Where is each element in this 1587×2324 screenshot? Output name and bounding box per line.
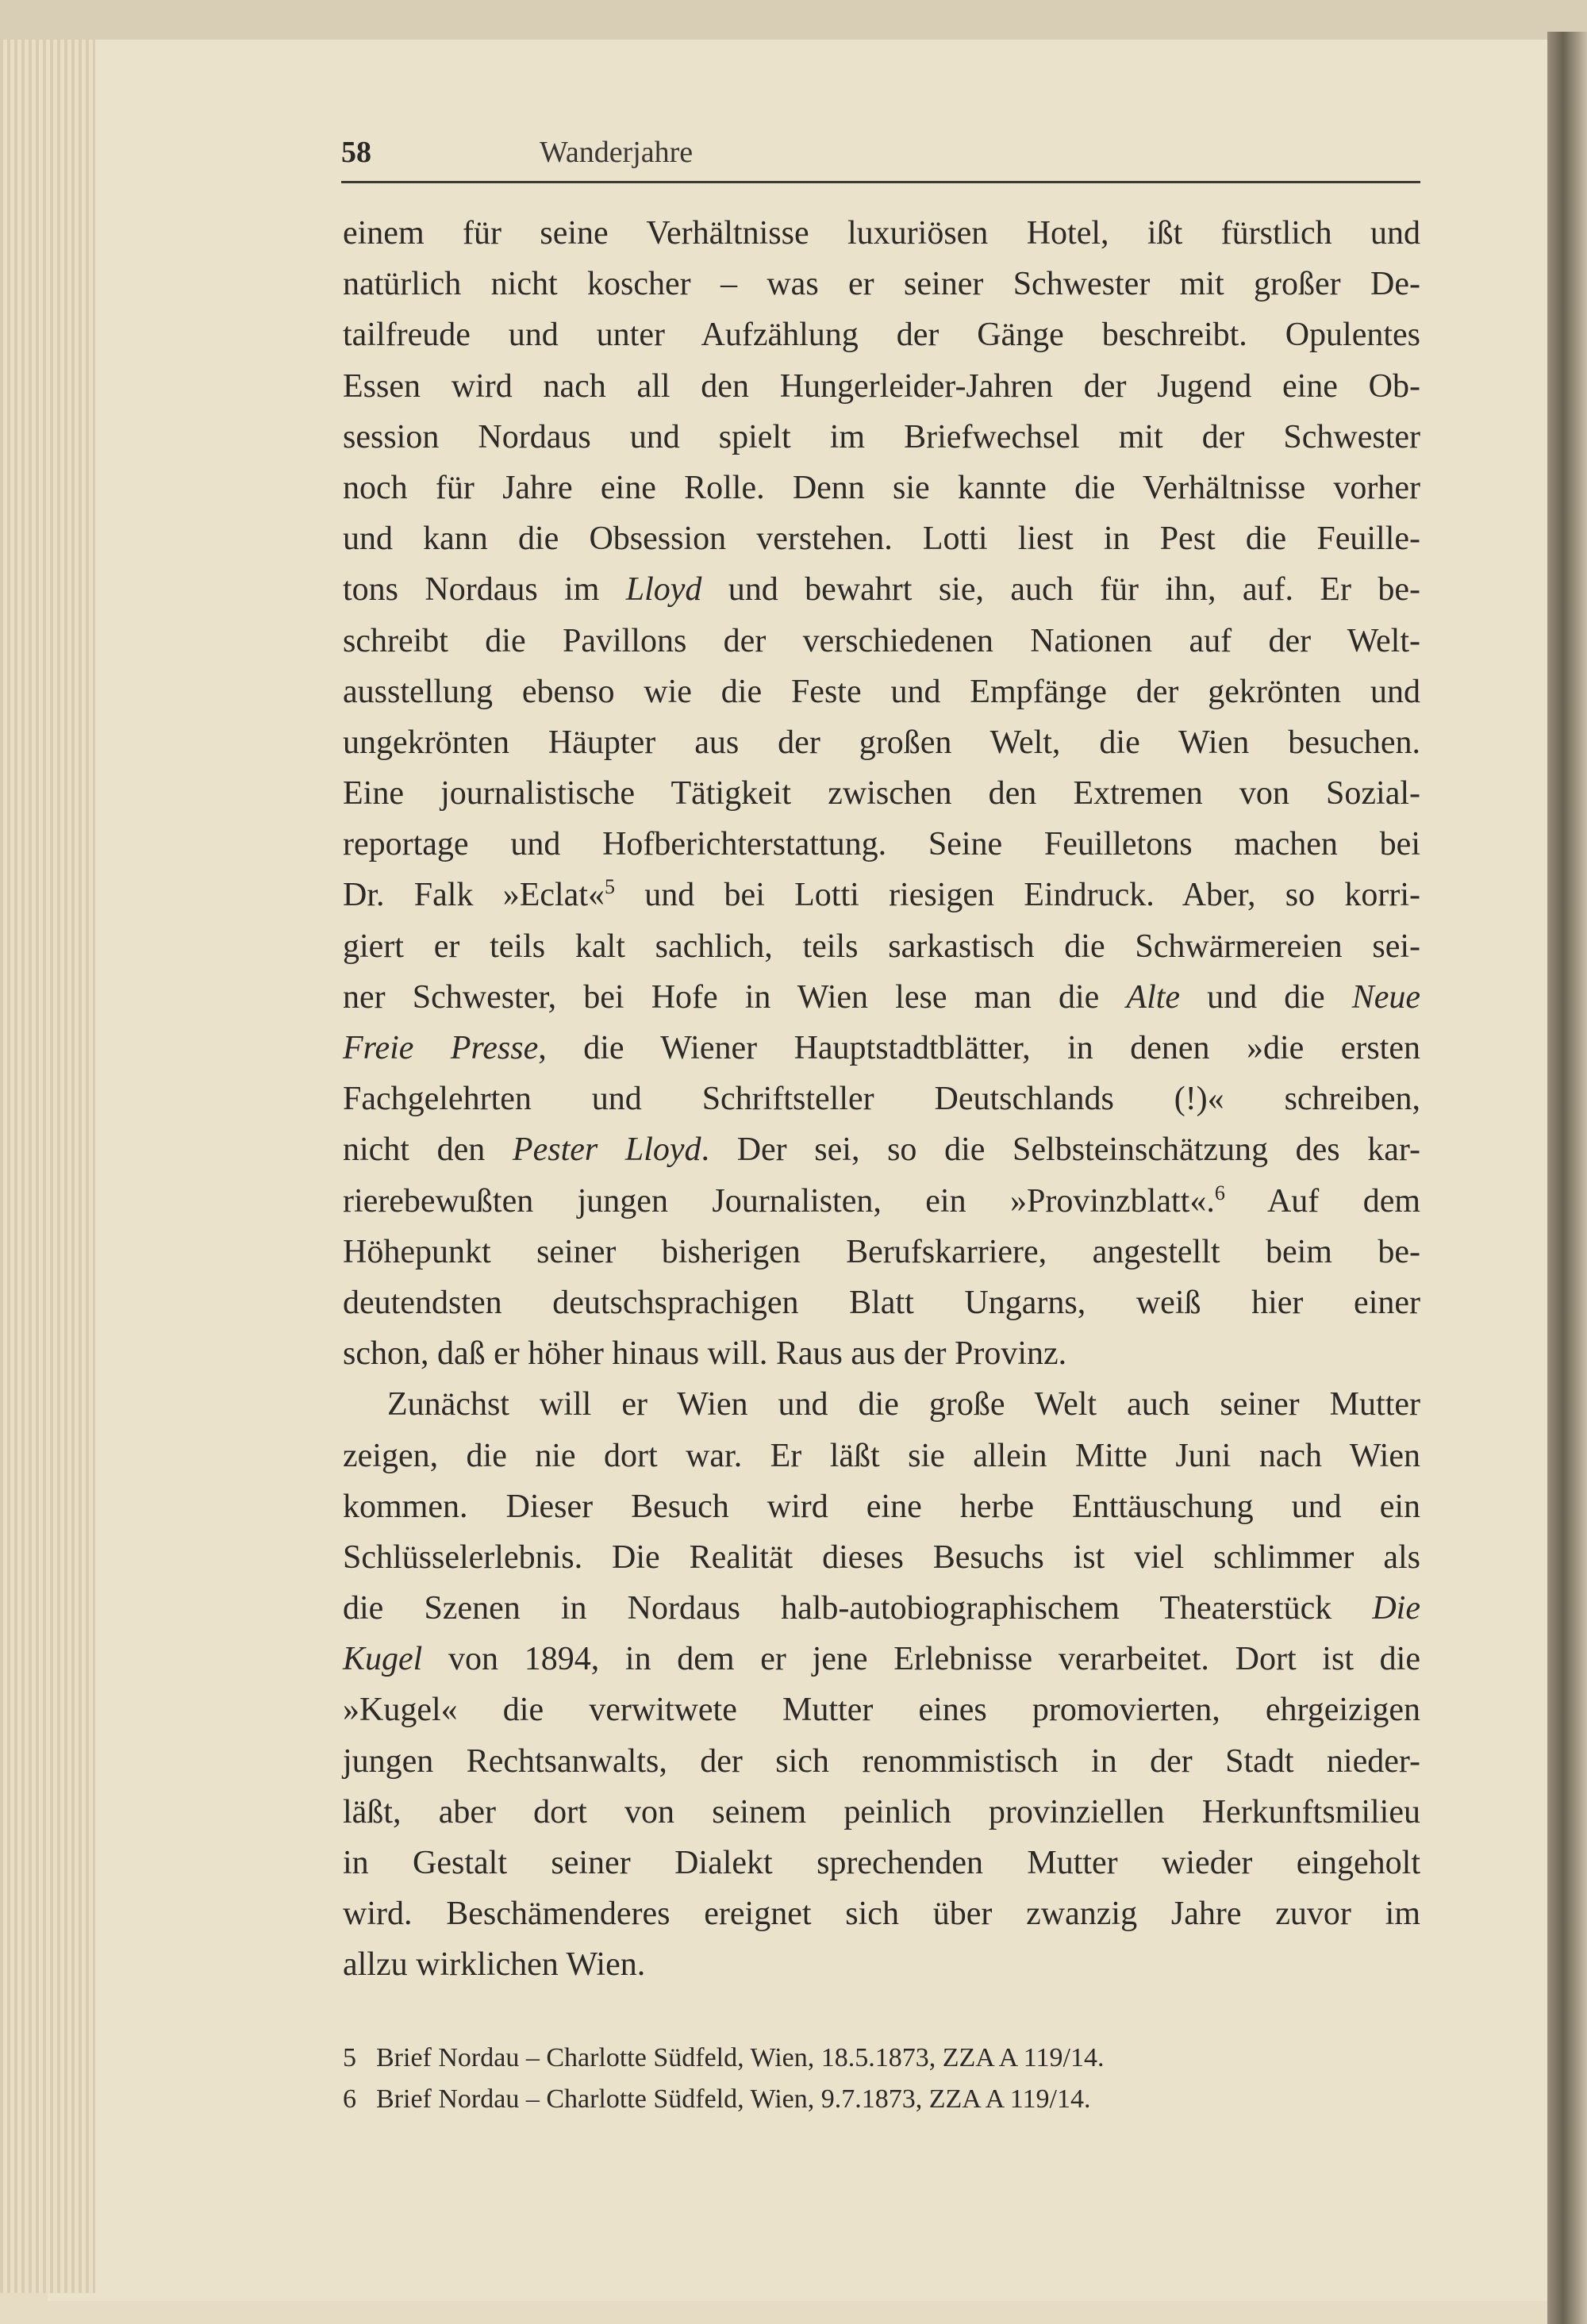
- text-line: [343, 1328, 1420, 1379]
- footnote-text: Brief Nordau – Charlotte Südfeld, Wien, 18.5.1873, ZZA A 119/14.: [376, 2043, 1105, 2072]
- text-line: [343, 1074, 1420, 1124]
- text-run: »Kugel« die verwitwete Mutter eines promovierten, ehrgeizigen: [343, 1692, 1420, 1729]
- text-run: rierebewußten jungen Journalisten, ein »Provinzblatt«.: [343, 1182, 1215, 1220]
- footnote: [343, 2079, 1422, 2120]
- text-run: zeigen, die nie dort war. Er läßt sie allein Mitte Juni nach Wien: [343, 1437, 1420, 1474]
- text-run: und kann die Obsession verstehen. Lotti liest in Pest die Feuille-: [343, 520, 1420, 558]
- text-run: schreibt die Pavillons der verschiedenen Nationen auf der Welt-: [343, 622, 1420, 659]
- text-run: noch für Jahre eine Rolle. Denn sie kannte die Verhältnisse vorher: [343, 469, 1420, 506]
- text-line: [343, 1888, 1420, 1939]
- text-run: tons Nordaus im: [343, 571, 626, 609]
- text-run: und bei Lotti riesigen Eindruck. Aber, so korri-: [615, 877, 1420, 914]
- text-run: ausstellung ebenso wie die Feste und Empfänge der gekrönten und: [343, 673, 1420, 710]
- text-line: [343, 361, 1420, 412]
- text-run: ungekrönten Häupter aus der großen Welt, die Wien besuchen.: [343, 724, 1420, 761]
- text-line: [343, 463, 1420, 513]
- book-spine-edge: [1547, 32, 1587, 2324]
- text-run: nicht den: [343, 1131, 513, 1169]
- text-run: Dr. Falk »Eclat«: [343, 877, 605, 914]
- text-run: ner Schwester, bei Hofe in Wien lese man die: [343, 978, 1127, 1016]
- text-line: [343, 1176, 1420, 1227]
- text-line: [343, 972, 1420, 1023]
- text-line: [343, 309, 1420, 360]
- text-line: [343, 1481, 1420, 1532]
- text-line: [343, 666, 1420, 717]
- text-line: [343, 1787, 1420, 1838]
- header-rule: [341, 181, 1420, 183]
- italic-text: Alte: [1126, 978, 1181, 1016]
- page-stack-edge: [0, 40, 95, 2293]
- text-line: [343, 1277, 1420, 1328]
- text-run: Auf dem: [1224, 1182, 1420, 1220]
- text-run: Eine journalistische Tätigkeit zwischen den Extremen von Sozial-: [343, 775, 1420, 812]
- text-run: und die: [1180, 978, 1352, 1016]
- text-line: [343, 259, 1420, 309]
- text-run: Höhepunkt seiner bisherigen Berufskarriere, angestellt beim be-: [343, 1233, 1420, 1270]
- text-run: wird. Beschämenderes ereignet sich über zwanzig Jahre zuvor im: [343, 1896, 1420, 1933]
- text-line: [343, 1532, 1420, 1583]
- text-line: [343, 1227, 1420, 1277]
- scan-top-edge: [0, 0, 1587, 40]
- text-run: session Nordaus und spielt im Briefwechsel mit der Schwester: [343, 418, 1420, 455]
- italic-text: Pester Lloyd: [512, 1131, 701, 1169]
- running-title: Wanderjahre: [540, 136, 694, 169]
- text-line: [343, 768, 1420, 819]
- text-run: Essen wird nach all den Hungerleider-Jahren der Jugend eine Ob-: [343, 367, 1420, 405]
- text-run: reportage und Hofberichterstattung. Seine Feuilletons machen bei: [343, 826, 1420, 863]
- text-line: [343, 1634, 1420, 1684]
- text-run: deutendsten deutschsprachigen Blatt Ungarns, weiß hier einer: [343, 1284, 1420, 1321]
- text-run: jungen Rechtsanwalts, der sich renommistisch in der Stadt nieder-: [343, 1742, 1420, 1780]
- text-run: und bewahrt sie, auch für ihn, auf. Er be-: [701, 571, 1421, 609]
- text-run: von 1894, in dem er jene Erlebnisse verarbeitet. Dort ist die: [422, 1641, 1420, 1678]
- text-line: [343, 1023, 1420, 1074]
- text-line: [343, 1124, 1420, 1175]
- footnote-text: Brief Nordau – Charlotte Südfeld, Wien, 9.7.1873, ZZA A 119/14.: [376, 2084, 1091, 2114]
- page-header: [341, 135, 1420, 175]
- text-run: natürlich nicht koscher – was er seiner Schwester mit großer De-: [343, 266, 1420, 303]
- text-line: [343, 1838, 1420, 1888]
- footnote: [343, 2038, 1422, 2079]
- text-run: tailfreude und unter Aufzählung der Gänge beschreibt. Opulentes: [343, 317, 1420, 354]
- text-run: die Szenen in Nordaus halb-autobiographischem Theaterstück: [343, 1590, 1373, 1627]
- text-line: [343, 1736, 1420, 1787]
- text-line: [343, 819, 1420, 870]
- text-line: [343, 870, 1420, 920]
- text-run: läßt, aber dort von seinem peinlich provinziellen Herkunftsmilieu: [343, 1793, 1420, 1830]
- text-line: [343, 1431, 1420, 1481]
- text-run: Fachgelehrten und Schriftsteller Deutschlands (!)« schreiben,: [343, 1081, 1420, 1118]
- text-line: [343, 1379, 1420, 1430]
- body-text: [343, 208, 1420, 1991]
- text-line: [343, 412, 1420, 463]
- text-run: schon, daß er höher hinaus will. Raus aus der Provinz.: [343, 1335, 1067, 1373]
- text-line: [343, 717, 1420, 768]
- text-run: einem für seine Verhältnisse luxuriösen Hotel, ißt fürstlich und: [343, 215, 1420, 252]
- italic-text: Die: [1372, 1590, 1420, 1627]
- text-line: [343, 564, 1420, 615]
- footnote-number: 6: [343, 2084, 356, 2114]
- italic-text: Lloyd: [625, 571, 702, 609]
- text-run: . Der sei, so die Selbsteinschätzung des kar-: [701, 1131, 1421, 1169]
- text-line: [343, 1684, 1420, 1735]
- italic-text: Freie Presse: [343, 1030, 539, 1066]
- text-run: allzu wirklichen Wien.: [343, 1946, 646, 1984]
- footnote-reference: 6: [1214, 1181, 1225, 1204]
- text-line: [343, 616, 1420, 666]
- text-run: kommen. Dieser Besuch wird eine herbe Enttäuschung und ein: [343, 1488, 1420, 1525]
- text-run: giert er teils kalt sachlich, teils sarkastisch die Schwärmereien sei-: [343, 928, 1420, 965]
- footnote-number: 5: [343, 2043, 356, 2072]
- text-run: Schlüsselerlebnis. Die Realität dieses Besuchs ist viel schlimmer als: [343, 1538, 1420, 1576]
- text-line: [343, 1583, 1420, 1634]
- text-run: Zunächst will er Wien und die große Welt auch seiner Mutter: [387, 1386, 1420, 1423]
- text-run: , die Wiener Hauptstadtblätter, in denen »die ersten: [538, 1030, 1420, 1066]
- text-line: [343, 513, 1420, 564]
- text-run: in Gestalt seiner Dialekt sprechenden Mutter wieder eingeholt: [343, 1845, 1420, 1881]
- text-line: [343, 1939, 1420, 1990]
- footnote-reference: 5: [605, 875, 615, 899]
- italic-text: Neue: [1351, 978, 1420, 1016]
- text-line: [343, 208, 1420, 259]
- page-number: 58: [341, 136, 371, 169]
- footnotes: [343, 2038, 1422, 2120]
- text-line: [343, 921, 1420, 972]
- italic-text: Kugel: [343, 1641, 423, 1678]
